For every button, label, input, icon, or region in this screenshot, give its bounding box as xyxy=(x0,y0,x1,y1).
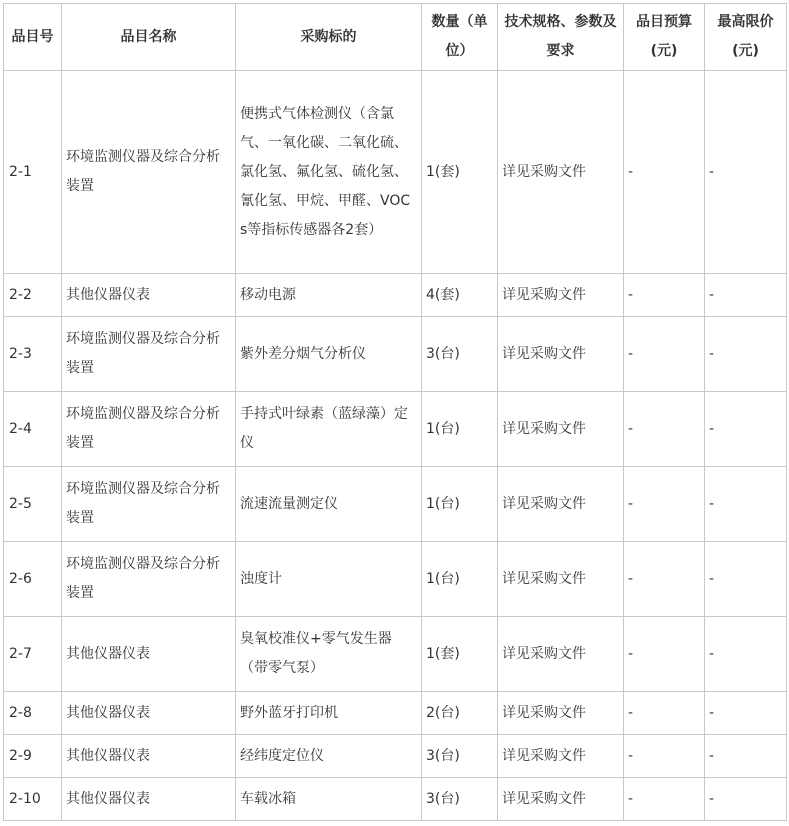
cell-qty: 2(台) xyxy=(422,692,498,735)
cell-limit: - xyxy=(705,467,787,542)
cell-limit: - xyxy=(705,692,787,735)
cell-qty: 1(套) xyxy=(422,71,498,274)
cell-budget: - xyxy=(624,735,705,778)
cell-target: 臭氧校准仪+零气发生器（带零气泵） xyxy=(236,617,422,692)
cell-code: 2-9 xyxy=(4,735,62,778)
cell-limit: - xyxy=(705,317,787,392)
cell-target: 车载冰箱 xyxy=(236,778,422,821)
cell-target: 移动电源 xyxy=(236,274,422,317)
cell-qty: 1(台) xyxy=(422,542,498,617)
cell-limit: - xyxy=(705,735,787,778)
cell-budget: - xyxy=(624,542,705,617)
cell-code: 2-4 xyxy=(4,392,62,467)
header-name: 品目名称 xyxy=(62,4,236,71)
header-budget: 品目预算(元) xyxy=(624,4,705,71)
cell-target: 紫外差分烟气分析仪 xyxy=(236,317,422,392)
cell-limit: - xyxy=(705,617,787,692)
cell-qty: 1(台) xyxy=(422,392,498,467)
cell-name: 环境监测仪器及综合分析装置 xyxy=(62,317,236,392)
cell-spec: 详见采购文件 xyxy=(498,542,624,617)
header-qty: 数量（单位） xyxy=(422,4,498,71)
table-header xyxy=(4,4,787,71)
cell-limit: - xyxy=(705,542,787,617)
cell-target: 流速流量测定仪 xyxy=(236,467,422,542)
cell-qty: 1(台) xyxy=(422,467,498,542)
cell-budget: - xyxy=(624,692,705,735)
cell-budget: - xyxy=(624,392,705,467)
cell-qty: 3(台) xyxy=(422,317,498,392)
table-row xyxy=(4,692,787,735)
cell-qty: 4(套) xyxy=(422,274,498,317)
cell-code: 2-1 xyxy=(4,71,62,274)
cell-code: 2-2 xyxy=(4,274,62,317)
cell-spec: 详见采购文件 xyxy=(498,778,624,821)
header-row xyxy=(4,4,787,71)
cell-name: 环境监测仪器及综合分析装置 xyxy=(62,542,236,617)
table-row xyxy=(4,542,787,617)
cell-name: 环境监测仪器及综合分析装置 xyxy=(62,71,236,274)
table-row xyxy=(4,317,787,392)
cell-limit: - xyxy=(705,274,787,317)
cell-qty: 3(台) xyxy=(422,778,498,821)
cell-budget: - xyxy=(624,71,705,274)
cell-budget: - xyxy=(624,778,705,821)
cell-limit: - xyxy=(705,392,787,467)
cell-spec: 详见采购文件 xyxy=(498,317,624,392)
cell-name: 其他仪器仪表 xyxy=(62,692,236,735)
table-row xyxy=(4,71,787,274)
cell-name: 其他仪器仪表 xyxy=(62,778,236,821)
header-code: 品目号 xyxy=(4,4,62,71)
cell-code: 2-6 xyxy=(4,542,62,617)
cell-spec: 详见采购文件 xyxy=(498,392,624,467)
procurement-table xyxy=(3,3,787,821)
cell-budget: - xyxy=(624,274,705,317)
cell-spec: 详见采购文件 xyxy=(498,467,624,542)
header-target: 采购标的 xyxy=(236,4,422,71)
table-row xyxy=(4,735,787,778)
cell-code: 2-8 xyxy=(4,692,62,735)
header-spec: 技术规格、参数及要求 xyxy=(498,4,624,71)
cell-target: 野外蓝牙打印机 xyxy=(236,692,422,735)
table-row xyxy=(4,617,787,692)
cell-name: 环境监测仪器及综合分析装置 xyxy=(62,392,236,467)
cell-target: 经纬度定位仪 xyxy=(236,735,422,778)
table-row xyxy=(4,392,787,467)
cell-code: 2-3 xyxy=(4,317,62,392)
cell-spec: 详见采购文件 xyxy=(498,274,624,317)
cell-spec: 详见采购文件 xyxy=(498,735,624,778)
table-body xyxy=(4,71,787,821)
table-row xyxy=(4,467,787,542)
table-row xyxy=(4,778,787,821)
cell-code: 2-10 xyxy=(4,778,62,821)
cell-target: 浊度计 xyxy=(236,542,422,617)
cell-budget: - xyxy=(624,467,705,542)
cell-name: 其他仪器仪表 xyxy=(62,617,236,692)
cell-spec: 详见采购文件 xyxy=(498,617,624,692)
cell-target: 手持式叶绿素（蓝绿藻）定仪 xyxy=(236,392,422,467)
cell-code: 2-5 xyxy=(4,467,62,542)
cell-qty: 1(套) xyxy=(422,617,498,692)
cell-budget: - xyxy=(624,317,705,392)
cell-limit: - xyxy=(705,778,787,821)
cell-limit: - xyxy=(705,71,787,274)
cell-spec: 详见采购文件 xyxy=(498,692,624,735)
cell-name: 环境监测仪器及综合分析装置 xyxy=(62,467,236,542)
header-limit: 最高限价(元) xyxy=(705,4,787,71)
cell-spec: 详见采购文件 xyxy=(498,71,624,274)
cell-name: 其他仪器仪表 xyxy=(62,274,236,317)
cell-name: 其他仪器仪表 xyxy=(62,735,236,778)
cell-target: 便携式气体检测仪（含氯气、一氧化碳、二氧化硫、氯化氢、氟化氢、硫化氢、氰化氢、甲烷、甲醛、VOCs等指标传感器各2套） xyxy=(236,71,422,274)
cell-budget: - xyxy=(624,617,705,692)
table-row xyxy=(4,274,787,317)
cell-qty: 3(台) xyxy=(422,735,498,778)
cell-code: 2-7 xyxy=(4,617,62,692)
